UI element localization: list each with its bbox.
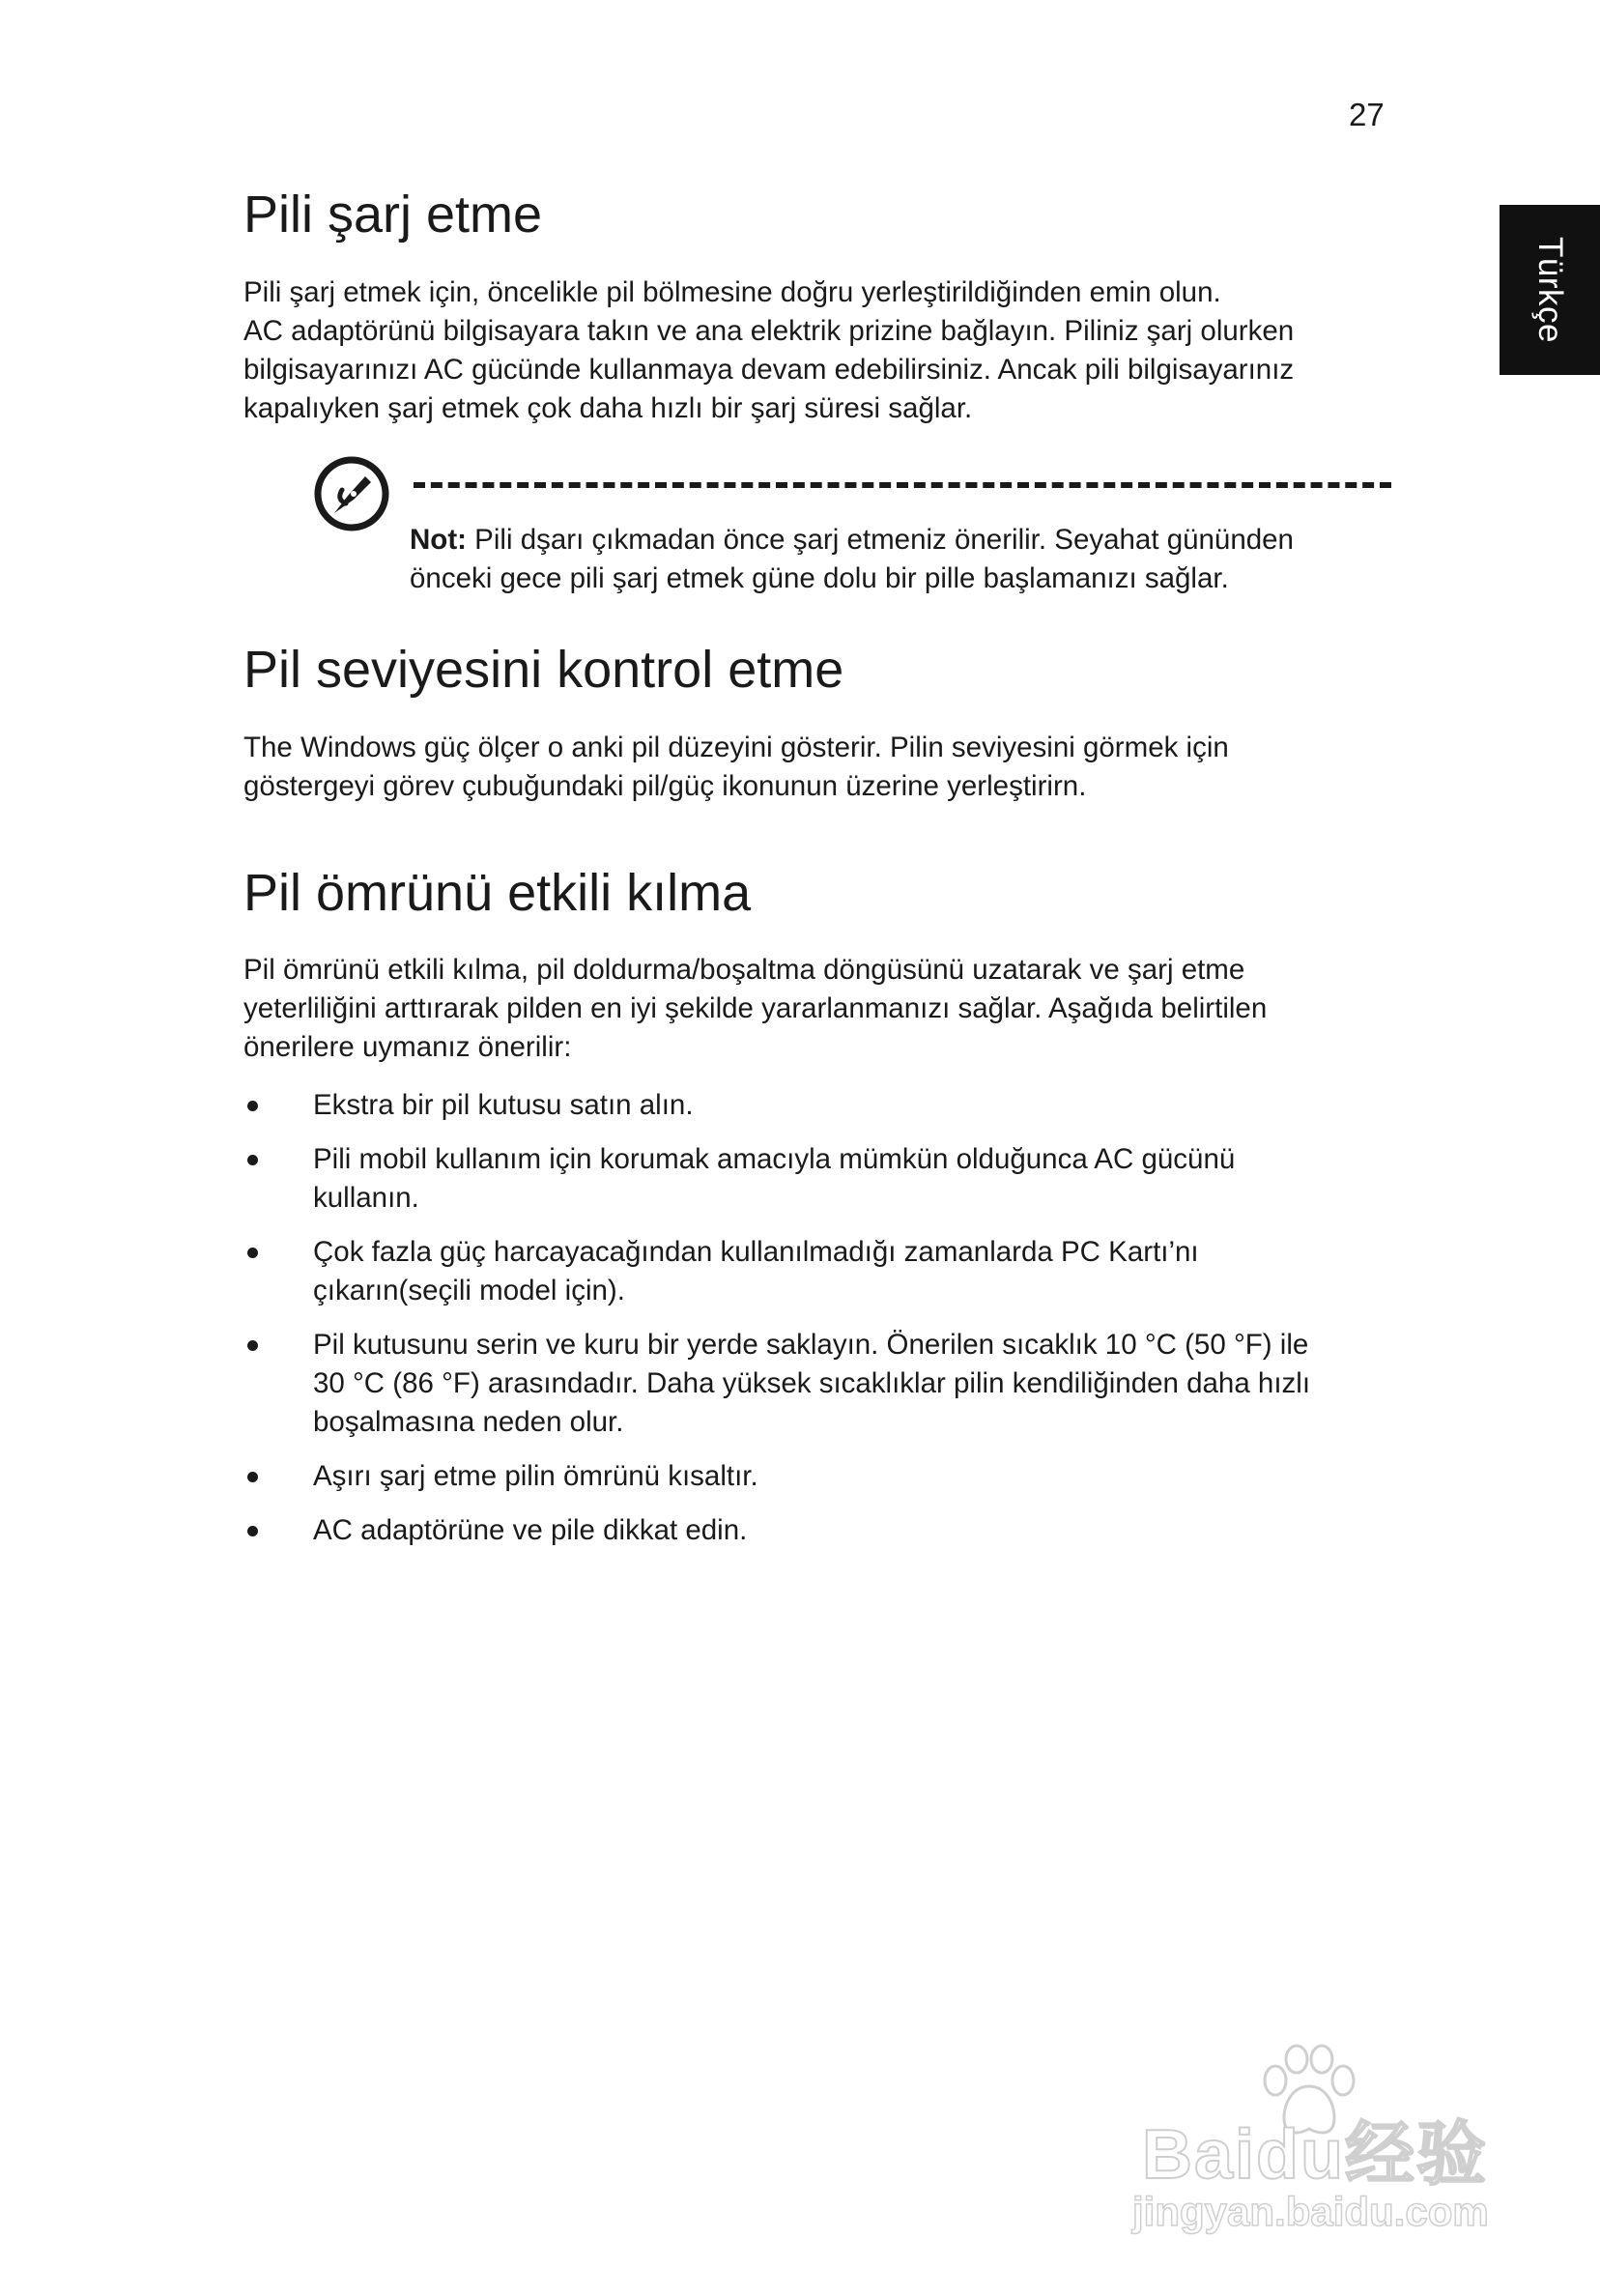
section-title-charging: Pili şarj etme	[243, 186, 543, 244]
note-block	[243, 455, 1393, 600]
battery-life-paragraph	[243, 951, 1393, 1067]
page-content	[243, 184, 1393, 1565]
watermark-logo: Baidu经验	[1142, 2116, 1489, 2194]
note-line: Pili dşarı çıkmadan önce şarj etmeniz önerilir. Seyahat gününden	[466, 523, 1294, 556]
bullet-icon	[247, 1340, 258, 1351]
tips-list	[243, 1086, 1393, 1550]
text-line: Pil ömrünü etkili kılma, pil doldurma/boşaltma döngüsünü uzatarak ve şarj etme	[243, 954, 1245, 987]
list-item: Çok fazla güç harcayacağından kullanılmadığı zamanlarda PC Kartı’nı çıkarın(seçili model için).	[243, 1233, 1393, 1310]
baidu-watermark	[1121, 2044, 1507, 2237]
note-pen-icon	[313, 455, 390, 532]
note-label: Not:	[410, 523, 467, 556]
language-tab-label: Türkçe	[1531, 237, 1569, 343]
text-line: önerilere uymanız önerilir:	[243, 1031, 572, 1064]
note-text	[410, 521, 1395, 598]
section-title-battery-level: Pil seviyesini kontrol etme	[243, 640, 844, 699]
page-number: 27	[1349, 97, 1385, 132]
text-line: bilgisayarınızı AC gücünde kullanmaya devam edebilirsiniz. Ancak pili bilgisayarınız	[243, 353, 1295, 386]
list-item: Pili mobil kullanım için korumak amacıyla mümkün olduğunca AC gücünü kullanın.	[243, 1140, 1393, 1218]
note-line: önceki gece pili şarj etmek güne dolu bir pille başlamanızı sağlar.	[410, 561, 1229, 594]
list-item: Pil kutusunu serin ve kuru bir yerde saklayın. Önerilen sıcaklık 10 °C (50 °F) ile 30 °C (86 °F) arasındadır. Daha yüksek sıcaklıklar pilin kendiliğinden daha hızlı boşalmasına neden olur.	[243, 1326, 1393, 1442]
text-line: The Windows güç ölçer o anki pil düzeyini gösterir. Pilin seviyesini görmek için	[243, 731, 1229, 763]
battery-level-paragraph	[243, 729, 1393, 806]
text-line: AC adaptörünü bilgisayara takın ve ana elektrik prizine bağlayın. Piliniz şarj olurken	[243, 314, 1295, 347]
list-item: Ekstra bir pil kutusu satın alın.	[243, 1086, 1393, 1125]
bullet-icon	[247, 1472, 258, 1482]
list-item: Aşırı şarj etme pilin ömrünü kısaltır.	[243, 1457, 1393, 1496]
text-line: göstergeyi görev çubuğundaki pil/güç ikonunun üzerine yerleştirirn.	[243, 769, 1087, 802]
bullet-icon	[247, 1526, 258, 1536]
note-dashed-rule	[414, 482, 1391, 488]
watermark-url: jingyan.baidu.com	[1132, 2189, 1489, 2234]
bullet-icon	[247, 1101, 258, 1111]
section-title-battery-life: Pil ömrünü etkili kılma	[243, 863, 752, 922]
bullet-icon	[247, 1248, 258, 1258]
text-line: Pili şarj etmek için, öncelikle pil bölmesine doğru yerleştirildiğinden emin olun.	[243, 275, 1221, 308]
text-line: kapalıyken şarj etmek çok daha hızlı bir şarj süresi sağlar.	[243, 391, 973, 424]
language-tab	[1500, 205, 1600, 375]
bullet-icon	[247, 1155, 258, 1165]
charging-paragraph	[243, 273, 1393, 428]
text-line: yeterliliğini arttırarak pilden en iyi şekilde yararlanmanızı sağlar. Aşağıda belirtilen	[243, 992, 1268, 1025]
list-item: AC adaptörüne ve pile dikkat edin.	[243, 1511, 1393, 1550]
